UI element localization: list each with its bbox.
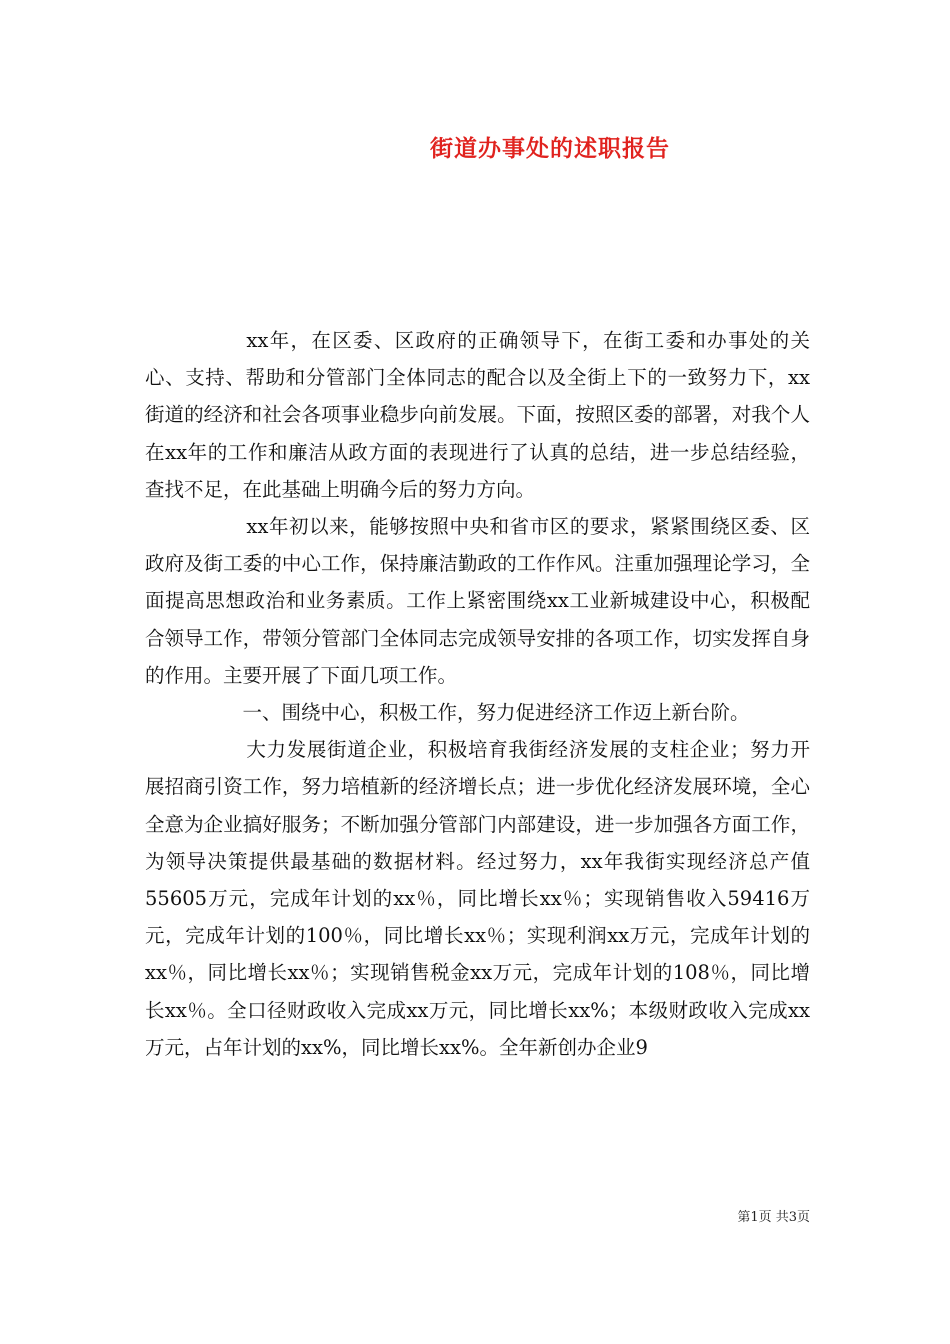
document-title: 街道办事处的述职报告: [430, 135, 670, 162]
document-body: [145, 322, 810, 1066]
section-heading-1: 一、围绕中心，积极工作，努力促进经济工作迈上新台阶。: [242, 701, 750, 725]
page-number-footer: 第1页 共3页: [737, 1210, 810, 1225]
paragraph-intro: xx年，在区委、区政府的正确领导下，在街工委和办事处的关心、支持、帮助和分管部门全体同志的配合以及全街上下的一致努力下，xx街道的经济和社会各项事业稳步向前发展。下面，按照区委的部署，对我个人在xx年的工作和廉洁从政方面的表现进行了认真的总结，进一步总结经验，查找不足，在此基础上明确今后的努力方向。: [145, 329, 810, 501]
paragraph-economy: 大力发展街道企业，积极培育我街经济发展的支柱企业；努力开展招商引资工作，努力培植新的经济增长点；进一步优化经济发展环境，全心全意为企业搞好服务；不断加强分管部门内部建设，进一步加强各方面工作，为领导决策提供最基础的数据材料。经过努力，xx年我街实现经济总产值55605万元，完成年计划的xx％，同比增长xx％；实现销售收入59416万元，完成年计划的100％，同比增长xx％；实现利润xx万元，完成年计划的xx％，同比增长xx％；实现销售税金xx万元，完成年计划的108％，同比增长xx％。全口径财政收入完成xx万元，同比增长xx%；本级财政收入完成xx万元，占年计划的xx%，同比增长xx%。全年新创办企业9: [145, 738, 810, 1059]
paragraph-overview: xx年初以来，能够按照中央和省市区的要求，紧紧围绕区委、区政府及街工委的中心工作，保持廉洁勤政的工作作风。注重加强理论学习，全面提高思想政治和业务素质。工作上紧密围绕xx工业新城建设中心，积极配合领导工作，带领分管部门全体同志完成领导安排的各项工作，切实发挥自身的作用。主要开展了下面几项工作。: [145, 515, 810, 687]
